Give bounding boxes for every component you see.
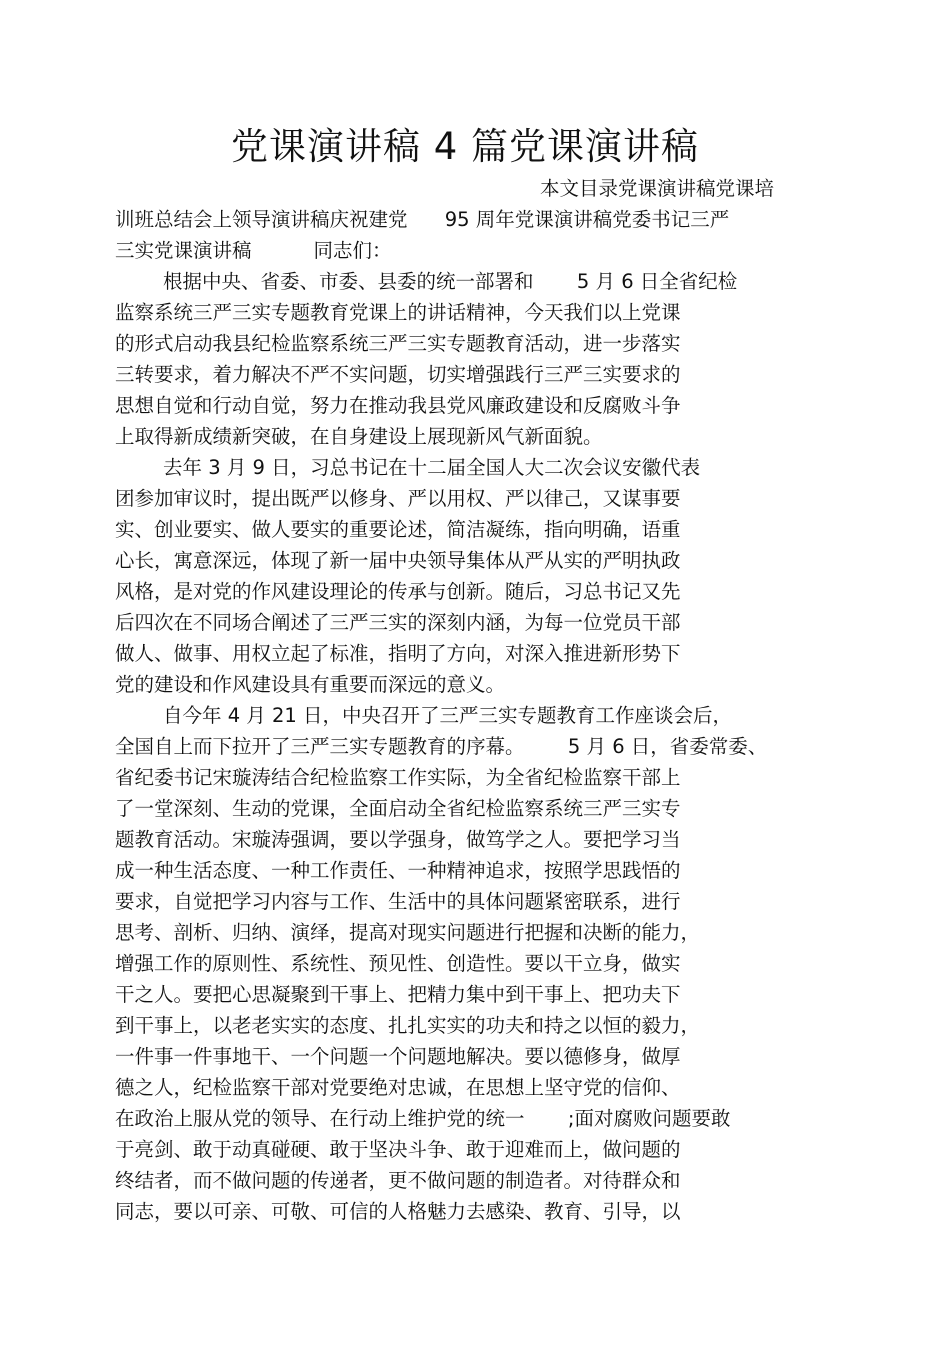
paragraph-line: 省纪委书记宋璇涛结合纪检监察工作实际，为全省纪检监察干部上 xyxy=(115,766,681,789)
paragraph-line: 去年 3 月 9 日，习总书记在十二届全国人大二次会议安徽代表 xyxy=(163,456,701,479)
paragraph-line: 干之人。要把心思凝聚到干事上、把精力集中到干事上、把功夫下 xyxy=(115,983,681,1006)
paragraph-line: 实、创业要实、做人要实的重要论述，简洁凝练，指向明确，语重 xyxy=(115,518,681,541)
paragraph-line: 要求，自觉把学习内容与工作、生活中的具体问题紧密联系，进行 xyxy=(115,890,681,913)
paragraph-line: 党的建设和作风建设具有重要而深远的意义。 xyxy=(115,673,506,696)
paragraph-line: 三转要求，着力解决不严不实问题，切实增强践行三严三实要求的 xyxy=(115,363,681,386)
paragraph-line: 全国自上而下拉开了三严三实专题教育的序幕。 5 月 6 日，省委常委、 xyxy=(115,735,768,758)
paragraph-line: 思考、剖析、归纳、演绎，提高对现实问题进行把握和决断的能力， xyxy=(115,921,701,944)
paragraph-line: 增强工作的原则性、系统性、预见性、创造性。要以干立身，做实 xyxy=(115,952,681,975)
paragraph-line: 成一种生活态度、一种工作责任、一种精神追求，按照学思践悟的 xyxy=(115,859,681,882)
toc-line: 三实党课演讲稿 同志们： xyxy=(115,239,392,262)
paragraph-line: 自今年 4 月 21 日，中央召开了三严三实专题教育工作座谈会后， xyxy=(163,704,733,727)
paragraph-line: 做人、做事、用权立起了标准，指明了方向，对深入推进新形势下 xyxy=(115,642,681,665)
paragraph-line: 思想自觉和行动自觉，努力在推动我县党风廉政建设和反腐败斗争 xyxy=(115,394,681,417)
paragraph-line: 到干事上，以老老实实的态度、扎扎实实的功夫和持之以恒的毅力， xyxy=(115,1014,701,1037)
toc-line: 训班总结会上领导演讲稿庆祝建党 95 周年党课演讲稿党委书记三严 xyxy=(115,208,730,231)
paragraph-line: 心长，寓意深远，体现了新一届中央领导集体从严从实的严明执政 xyxy=(115,549,681,572)
paragraph-line: 终结者，而不做问题的传递者，更不做问题的制造者。对待群众和 xyxy=(115,1169,681,1192)
paragraph-line: 同志，要以可亲、可敬、可信的人格魅力去感染、教育、引导，以 xyxy=(115,1200,681,1223)
paragraph-line: 的形式启动我县纪检监察系统三严三实专题教育活动，进一步落实 xyxy=(115,332,681,355)
paragraph-line: 后四次在不同场合阐述了三严三实的深刻内涵，为每一位党员干部 xyxy=(115,611,681,634)
paragraph-line: 于亮剑、敢于动真碰硬、敢于坚决斗争、敢于迎难而上，做问题的 xyxy=(115,1138,681,1161)
document-title: 党课演讲稿 4 篇党课演讲稿 xyxy=(230,125,700,168)
paragraph-line: 在政治上服从党的领导、在行动上维护党的统一 ;面对腐败问题要敢 xyxy=(115,1107,731,1130)
paragraph-line: 一件事一件事地干、一个问题一个问题地解决。要以德修身，做厚 xyxy=(115,1045,681,1068)
paragraph-line: 了一堂深刻、生动的党课，全面启动全省纪检监察系统三严三实专 xyxy=(115,797,681,820)
paragraph-line: 题教育活动。宋璇涛强调，要以学强身，做笃学之人。要把学习当 xyxy=(115,828,681,851)
paragraph-line: 监察系统三严三实专题教育党课上的讲话精神，今天我们以上党课 xyxy=(115,301,681,324)
paragraph-line: 德之人，纪检监察干部对党要绝对忠诚，在思想上坚守党的信仰、 xyxy=(115,1076,681,1099)
paragraph-line: 上取得新成绩新突破，在自身建设上展现新风气新面貌。 xyxy=(115,425,603,448)
paragraph-line: 根据中央、省委、市委、县委的统一部署和 5 月 6 日全省纪检 xyxy=(163,270,738,293)
paragraph-line: 团参加审议时，提出既严以修身、严以用权、严以律己，又谋事要 xyxy=(115,487,681,510)
paragraph-line: 风格，是对党的作风建设理论的传承与创新。随后，习总书记又先 xyxy=(115,580,681,603)
toc-line: 本文目录党课演讲稿党课培 xyxy=(540,177,775,200)
